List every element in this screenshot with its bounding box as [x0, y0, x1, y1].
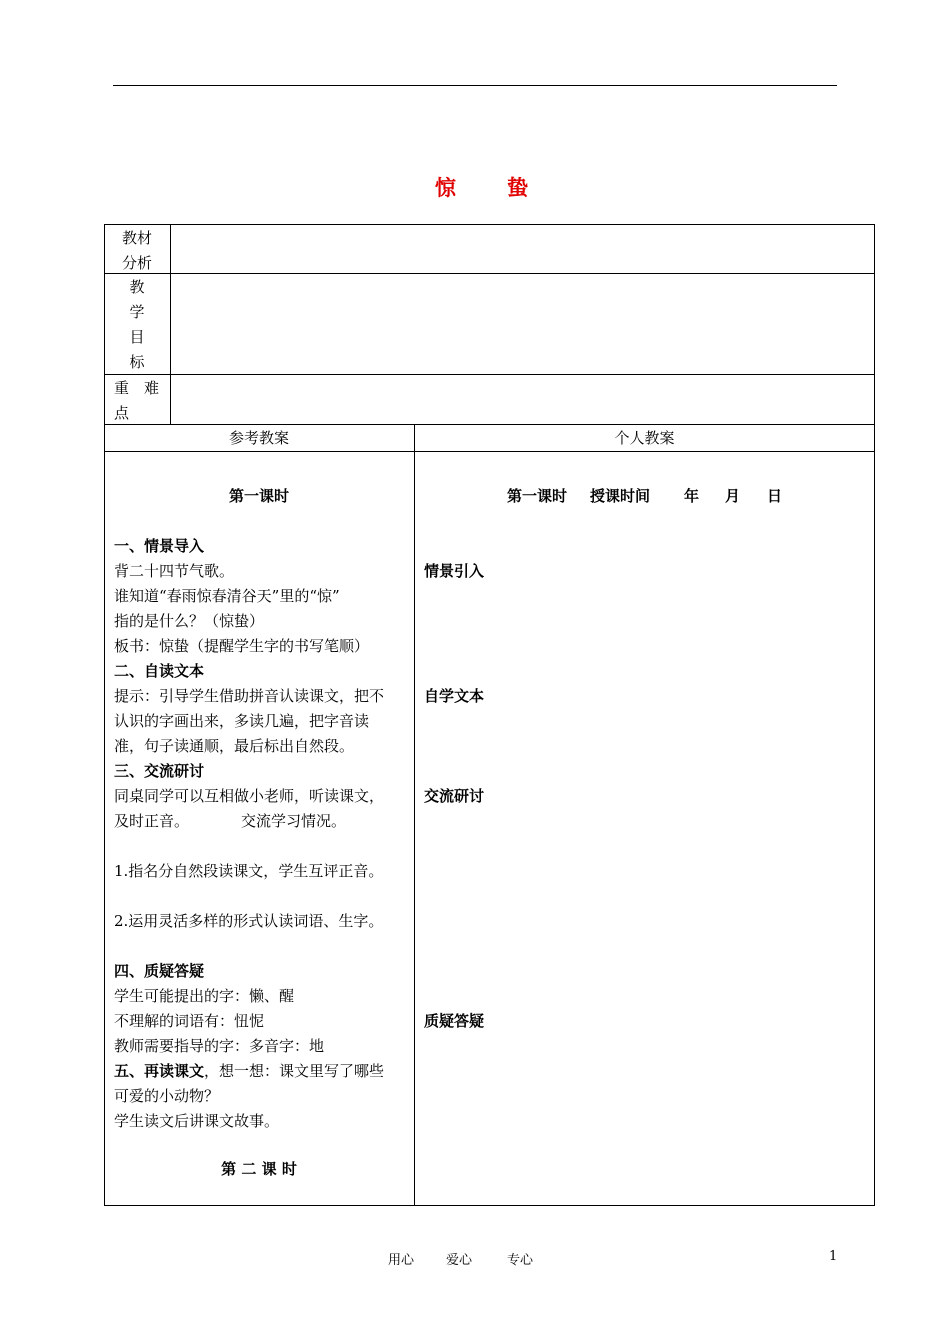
section3-item: 2.运用灵活多样的形式认读词语、生字。	[114, 912, 384, 930]
personal-lesson1-heading: 第一课时	[507, 487, 568, 505]
lesson2-heading: 第 二 课 时	[221, 1160, 297, 1178]
row-divider	[104, 273, 875, 274]
section5-line: 学生读文后讲课文故事。	[114, 1112, 280, 1130]
section3-heading: 三、交流研讨	[114, 762, 205, 780]
section2-heading: 二、自读文本	[114, 662, 205, 680]
personal-heading-discussion: 交流研讨	[424, 787, 485, 805]
page-number: 1	[829, 1249, 838, 1264]
section1-line: 谁知道“春雨惊春清谷天”里的“惊”	[114, 587, 340, 605]
row-divider	[104, 451, 875, 452]
row-label-textbook-analysis: 教材 分析	[121, 229, 152, 272]
page-title: 惊 蛰	[434, 176, 551, 200]
section4-line: 不理解的词语有：忸怩	[114, 1012, 265, 1030]
teaching-time-label: 授课时间	[590, 487, 651, 505]
section4-line: 教师需要指导的字：多音字：地	[114, 1037, 325, 1055]
section2-line: 提示：引导学生借助拼音认读课文，把不	[114, 687, 385, 705]
section3-line: 及时正音。	[114, 812, 190, 830]
footer-motto-2: 爱心	[446, 1253, 473, 1268]
row-label-teaching-goals: 教 学 目 标	[129, 278, 145, 371]
column-header-reference: 参考教案	[228, 429, 289, 447]
section2-line: 认识的字画出来，多读几遍，把字音读	[114, 712, 370, 730]
section3-line: 同桌同学可以互相做小老师，听读课文，	[114, 787, 385, 805]
section1-heading: 一、情景导入	[114, 537, 205, 555]
section5-heading: 五、再读课文	[114, 1062, 205, 1080]
section5-line: 五、再读课文，想一想：课文里写了哪些	[114, 1062, 385, 1080]
row-divider	[104, 424, 875, 425]
personal-heading-intro: 情景引入	[424, 562, 485, 580]
row-divider	[104, 374, 875, 375]
personal-heading-qa: 质疑答疑	[424, 1012, 485, 1030]
section1-line: 背二十四节气歌。	[114, 562, 235, 580]
section5-line: 可爱的小动物？	[114, 1087, 220, 1105]
date-month-label: 月	[725, 487, 741, 505]
row-label-key-points: 重 难 点	[114, 379, 160, 422]
section4-heading: 四、质疑答疑	[114, 962, 205, 980]
section2-line: 准，句子读通顺，最后标出自然段。	[114, 737, 355, 755]
footer-motto-3: 专心	[507, 1253, 534, 1268]
section3-item: 1.指名分自然段读课文，学生互评正音。	[114, 862, 384, 880]
section1-line: 指的是什么？（惊蛰）	[114, 612, 265, 630]
column-divider	[414, 424, 415, 1206]
date-year-label: 年	[684, 487, 700, 505]
lesson1-heading: 第一课时	[228, 487, 289, 505]
section1-line: 板书：惊蛰（提醒学生字的书写笔顺）	[114, 637, 370, 655]
label-column-divider	[170, 224, 171, 424]
date-day-label: 日	[767, 487, 783, 505]
footer-motto-1: 用心	[388, 1253, 415, 1268]
section4-line: 学生可能提出的字：懒、醒	[114, 987, 295, 1005]
personal-heading-self-study: 自学文本	[424, 687, 485, 705]
section3-line: 交流学习情况。	[241, 812, 347, 830]
column-header-personal: 个人教案	[614, 429, 675, 447]
header-rule	[113, 85, 837, 86]
